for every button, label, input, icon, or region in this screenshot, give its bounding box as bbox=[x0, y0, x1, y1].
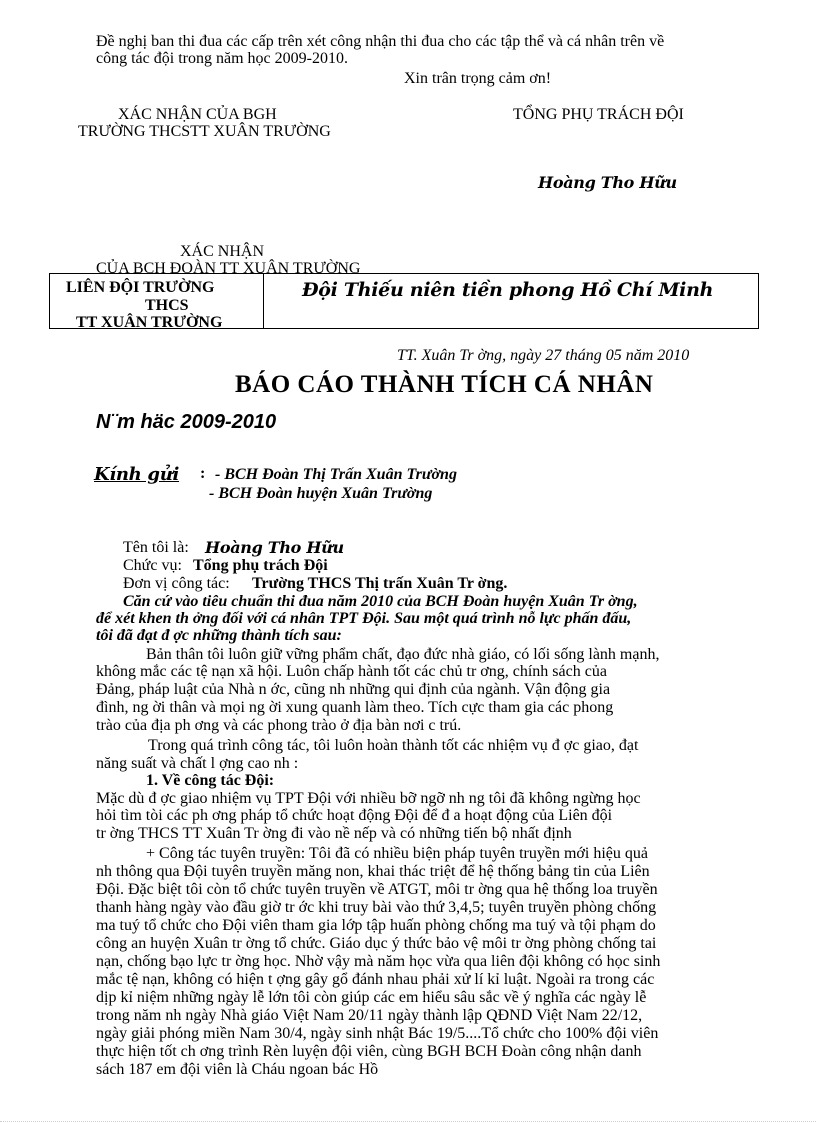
bgh-confirm-label: XÁC NHẬN CỦA BGH bbox=[118, 106, 277, 123]
signer-name: Hoàng Tho Hữu bbox=[538, 173, 677, 192]
para1-line-5: trào của địa ph ơng và các phong trào ở địa bàn nơi c trú. bbox=[96, 717, 462, 734]
tt-xuan-truong-label: TT XUÂN TRƯỜNG bbox=[76, 314, 223, 331]
propaganda-line-3: Đội. Đặc biệt tôi còn tổ chức tuyên truyền về ATGT, môi tr ờng qua hệ thống loa truyền bbox=[96, 881, 658, 898]
organization-name: Đội Thiếu niên tiền phong Hồ Chí Minh bbox=[302, 279, 714, 301]
para1-line-4: đình, ng ời thân và mọi ng ời xung quanh làm theo. Tích cực tham gia các phong bbox=[96, 699, 614, 716]
name-value: Hoàng Tho Hữu bbox=[205, 538, 344, 557]
basis-line-2: để xét khen th ởng đối với cá nhân TPT Đội. Sau một quá trình nỗ lực phấn đấu, bbox=[96, 610, 632, 627]
lien-doi-label: LIÊN ĐỘI TRƯỜNG bbox=[66, 279, 215, 296]
doan-confirm-label: XÁC NHẬN bbox=[180, 243, 264, 260]
para2-line-1: Trong quá trình công tác, tôi luôn hoàn thành tốt các nhiệm vụ đ ợc giao, đạt bbox=[148, 737, 639, 754]
unit-label: Đơn vị công tác: bbox=[123, 575, 230, 592]
propaganda-line-2: nh thông qua Đội tuyên truyền măng non, khai thác triệt để hệ thống bảng tin của Liên bbox=[96, 863, 650, 880]
unit-value: Trường THCS Thị trấn Xuân Tr ờng. bbox=[252, 575, 508, 592]
section1-line-2: hỏi tìm tòi các ph ơng pháp tổ chức hoạt động Đội để đ a hoạt động của Liên đội bbox=[96, 807, 613, 824]
intro-line-2: công tác đội trong năm học 2009-2010. bbox=[96, 50, 348, 67]
report-title: BÁO CÁO THÀNH TÍCH CÁ NHÂN bbox=[235, 371, 654, 398]
recipients-colon: : bbox=[200, 465, 206, 482]
section1-line-3: tr ờng THCS TT Xuân Tr ờng đi vào nề nếp và có những tiến bộ nhất định bbox=[96, 825, 572, 842]
section-1-heading: 1. Về công tác Đội: bbox=[146, 772, 275, 789]
propaganda-line-12: thực hiện tốt ch ơng trình Rèn luyện đội viên, cùng BGH BCH Đoàn công nhận danh bbox=[96, 1043, 642, 1060]
para1-line-2: không mắc các tệ nạn xã hội. Luôn chấp hành tốt các chủ tr ơng, chính sách của bbox=[96, 663, 607, 680]
para1-line-1: Bản thân tôi luôn giữ vững phẩm chất, đạo đức nhà giáo, có lối sống lành mạnh, bbox=[146, 646, 660, 663]
propaganda-line-7: nạn, chống bạo lực tr ờng học. Nhờ vậy mà năm học vừa qua liên đội không có học sinh bbox=[96, 953, 661, 970]
bgh-school-label: TRƯỜNG THCSTT XUÂN TRƯỜNG bbox=[78, 123, 331, 140]
thanks-text: Xin trân trọng cảm ơn! bbox=[404, 70, 552, 87]
page-bottom-border bbox=[0, 1121, 816, 1122]
recipient-1: - BCH Đoàn Thị Trấn Xuân Trường bbox=[215, 466, 457, 483]
role-value: Tổng phụ trách Đội bbox=[193, 557, 328, 574]
name-label: Tên tôi là: bbox=[123, 539, 189, 556]
tpt-title: TỔNG PHỤ TRÁCH ĐỘI bbox=[513, 106, 684, 123]
school-year: N¨m häc 2009-2010 bbox=[96, 411, 277, 433]
doan-confirm-org: CỦA BCH ĐOÀN TT XUÂN TRƯỜNG bbox=[96, 260, 361, 277]
date-line: TT. Xuân Tr ờng, ngày 27 tháng 05 năm 2010 bbox=[397, 347, 690, 364]
section1-line-1: Mặc dù đ ợc giao nhiệm vụ TPT Đội với nhiều bỡ ngỡ nh ng tôi đã không ngừng học bbox=[96, 790, 641, 807]
propaganda-line-1: + Công tác tuyên truyền: Tôi đã có nhiều biện pháp tuyên truyền mới hiệu quả bbox=[146, 845, 648, 862]
propaganda-line-5: ma tuý tổ chức cho Đội viên tham gia lớp tập huấn phòng chống ma tuý và tội phạm do bbox=[96, 917, 656, 934]
propaganda-line-8: mắc tệ nạn, không có hiện t ợng gây gổ đánh nhau phải xử lí kỉ luật. Ngoài ra trong các bbox=[96, 971, 655, 988]
recipients-label: Kính gửi bbox=[94, 464, 180, 485]
propaganda-line-9: dịp kỉ niệm những ngày lễ lớn tôi còn giúp các em hiểu sâu sắc về ý nghĩa các ngày lễ bbox=[96, 989, 647, 1006]
basis-line-1: Căn cứ vào tiêu chuẩn thi đua năm 2010 của BCH Đoàn huyện Xuân Tr ờng, bbox=[123, 593, 638, 610]
propaganda-line-11: ngày giải phóng miền Nam 30/4, ngày sinh nhật Bác 19/5....Tổ chức cho 100% đội viên bbox=[96, 1025, 659, 1042]
basis-line-3: tôi đã đạt đ ợc những thành tích sau: bbox=[96, 627, 342, 644]
para2-line-2: năng suất và chất l ợng cao nh : bbox=[96, 755, 299, 772]
thcs-label: THCS bbox=[145, 297, 189, 314]
intro-line-1: Đề nghị ban thi đua các cấp trên xét công nhận thi đua cho các tập thể và cá nhân trên về bbox=[96, 33, 665, 50]
role-label: Chức vụ: bbox=[123, 557, 182, 574]
propaganda-line-13: sách 187 em đội viên là Cháu ngoan bác Hồ bbox=[96, 1061, 379, 1078]
para1-line-3: Đảng, pháp luật của Nhà n ớc, cũng nh những qui định của ngành. Vận động gia bbox=[96, 681, 611, 698]
propaganda-line-4: thanh hàng ngày vào đầu giờ tr ớc khi truy bài vào thứ 3,4,5; tuyên truyền phòng chống bbox=[96, 899, 657, 916]
propaganda-line-10: trong năm nh ngày Nhà giáo Việt Nam 20/11 ngày thành lập QĐND Việt Nam 22/12, bbox=[96, 1007, 643, 1024]
recipient-2: - BCH Đoàn huyện Xuân Trường bbox=[209, 485, 433, 502]
propaganda-line-6: công an huyện Xuân tr ờng tổ chức. Giáo dục ý thức bảo vệ môi tr ờng phòng chống tai bbox=[96, 935, 657, 952]
